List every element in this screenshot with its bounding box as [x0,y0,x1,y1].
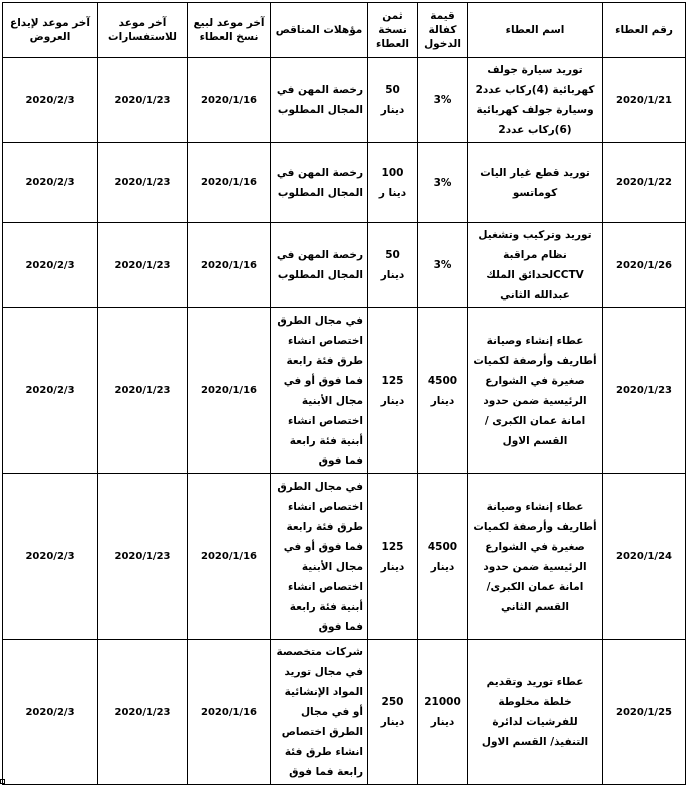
tender-number: 2020/1/25 [603,640,686,785]
inquiry-deadline: 2020/1/23 [98,308,188,474]
tender-name: عطاء توريد وتقديم خلطة مخلوطة للفرشيات لدائرة التنفيذ/ القسم الاول [468,640,603,785]
tender-number: 2020/1/23 [603,308,686,474]
sale-deadline: 2020/1/16 [188,223,271,308]
tender-number: 2020/1/24 [603,474,686,640]
tender-name: عطاء إنشاء وصيانة أطاريف وأرصفة لكميات صغيرة في الشوارع الرئيسية ضمن حدود امانة عمان الكبرى/ القسم الثاني [468,474,603,640]
copy-price: 125 دينار [368,474,418,640]
table-row [3,143,686,223]
inquiry-deadline: 2020/1/23 [98,58,188,143]
inquiry-deadline: 2020/1/23 [98,474,188,640]
submission-deadline: 2020/2/3 [3,143,98,223]
copy-price: 250 دينار [368,640,418,785]
submission-deadline: 2020/2/3 [3,640,98,785]
inquiry-deadline: 2020/1/23 [98,223,188,308]
header-name: اسم العطاء [468,3,603,58]
sale-deadline: 2020/1/16 [188,308,271,474]
sale-deadline: 2020/1/16 [188,58,271,143]
qualifications: في مجال الطرق اختصاص انشاء طرق فئة رابعة فما فوق أو في مجال الأبنية اختصاص انشاء أبنية فئة رابعة فما فوق [271,308,368,474]
guarantee-value: 3% [418,223,468,308]
qualifications: رخصة المهن في المجال المطلوب [271,223,368,308]
qualifications: رخصة المهن في المجال المطلوب [271,58,368,143]
table-row [3,223,686,308]
copy-price: 100 دينا ر [368,143,418,223]
header-sale-deadline: آخر موعد لبيع نسخ العطاء [188,3,271,58]
tender-number: 2020/1/26 [603,223,686,308]
sale-deadline: 2020/1/16 [188,640,271,785]
header-inquiry-deadline: آخر موعد للاستفسارات [98,3,188,58]
header-number: رقم العطاء [603,3,686,58]
header-guarantee: قيمة كفالة الدخول [418,3,468,58]
corner-marker [0,779,5,784]
copy-price: 50 دينار [368,223,418,308]
tenders-table [2,2,686,785]
submission-deadline: 2020/2/3 [3,474,98,640]
table-row [3,308,686,474]
copy-price: 50 دينار [368,58,418,143]
sale-deadline: 2020/1/16 [188,474,271,640]
guarantee-value: 3% [418,58,468,143]
tender-number: 2020/1/21 [603,58,686,143]
header-row [3,3,686,58]
inquiry-deadline: 2020/1/23 [98,143,188,223]
tender-name: توريد قطع غيار اليات كوماتسو [468,143,603,223]
table-row [3,58,686,143]
table-row [3,474,686,640]
qualifications: رخصة المهن في المجال المطلوب [271,143,368,223]
copy-price: 125 دينار [368,308,418,474]
submission-deadline: 2020/2/3 [3,223,98,308]
guarantee-value: 4500 دينار [418,474,468,640]
guarantee-value: 21000 دينار [418,640,468,785]
inquiry-deadline: 2020/1/23 [98,640,188,785]
qualifications: في مجال الطرق اختصاص انشاء طرق فئة رابعة فما فوق أو في مجال الأبنية اختصاص انشاء أبنية فئة رابعة فما فوق [271,474,368,640]
tender-name: توريد وتركيب وتشغيل نظام مراقبة CCTVلحدائق الملك عبدالله الثاني [468,223,603,308]
guarantee-value: 3% [418,143,468,223]
table-row [3,640,686,785]
submission-deadline: 2020/2/3 [3,58,98,143]
header-submission-deadline: آخر موعد لإيداع العروض [3,3,98,58]
sale-deadline: 2020/1/16 [188,143,271,223]
tender-number: 2020/1/22 [603,143,686,223]
header-price: ثمن نسخة العطاء [368,3,418,58]
submission-deadline: 2020/2/3 [3,308,98,474]
tender-name: توريد سيارة جولف كهربائية (4)ركاب عدد2 وسيارة جولف كهربائية (6)ركاب عدد2 [468,58,603,143]
qualifications: شركات متخصصة في مجال توريد المواد الإنشائية أو في مجال الطرق اختصاص انشاء طرق فئة رابعة فما فوق [271,640,368,785]
guarantee-value: 4500 دينار [418,308,468,474]
tender-name: عطاء إنشاء وصيانة أطاريف وأرصفة لكميات صغيرة في الشوارع الرئيسية ضمن حدود امانة عمان الكبرى /القسم الاول [468,308,603,474]
header-qualifications: مؤهلات المناقص [271,3,368,58]
